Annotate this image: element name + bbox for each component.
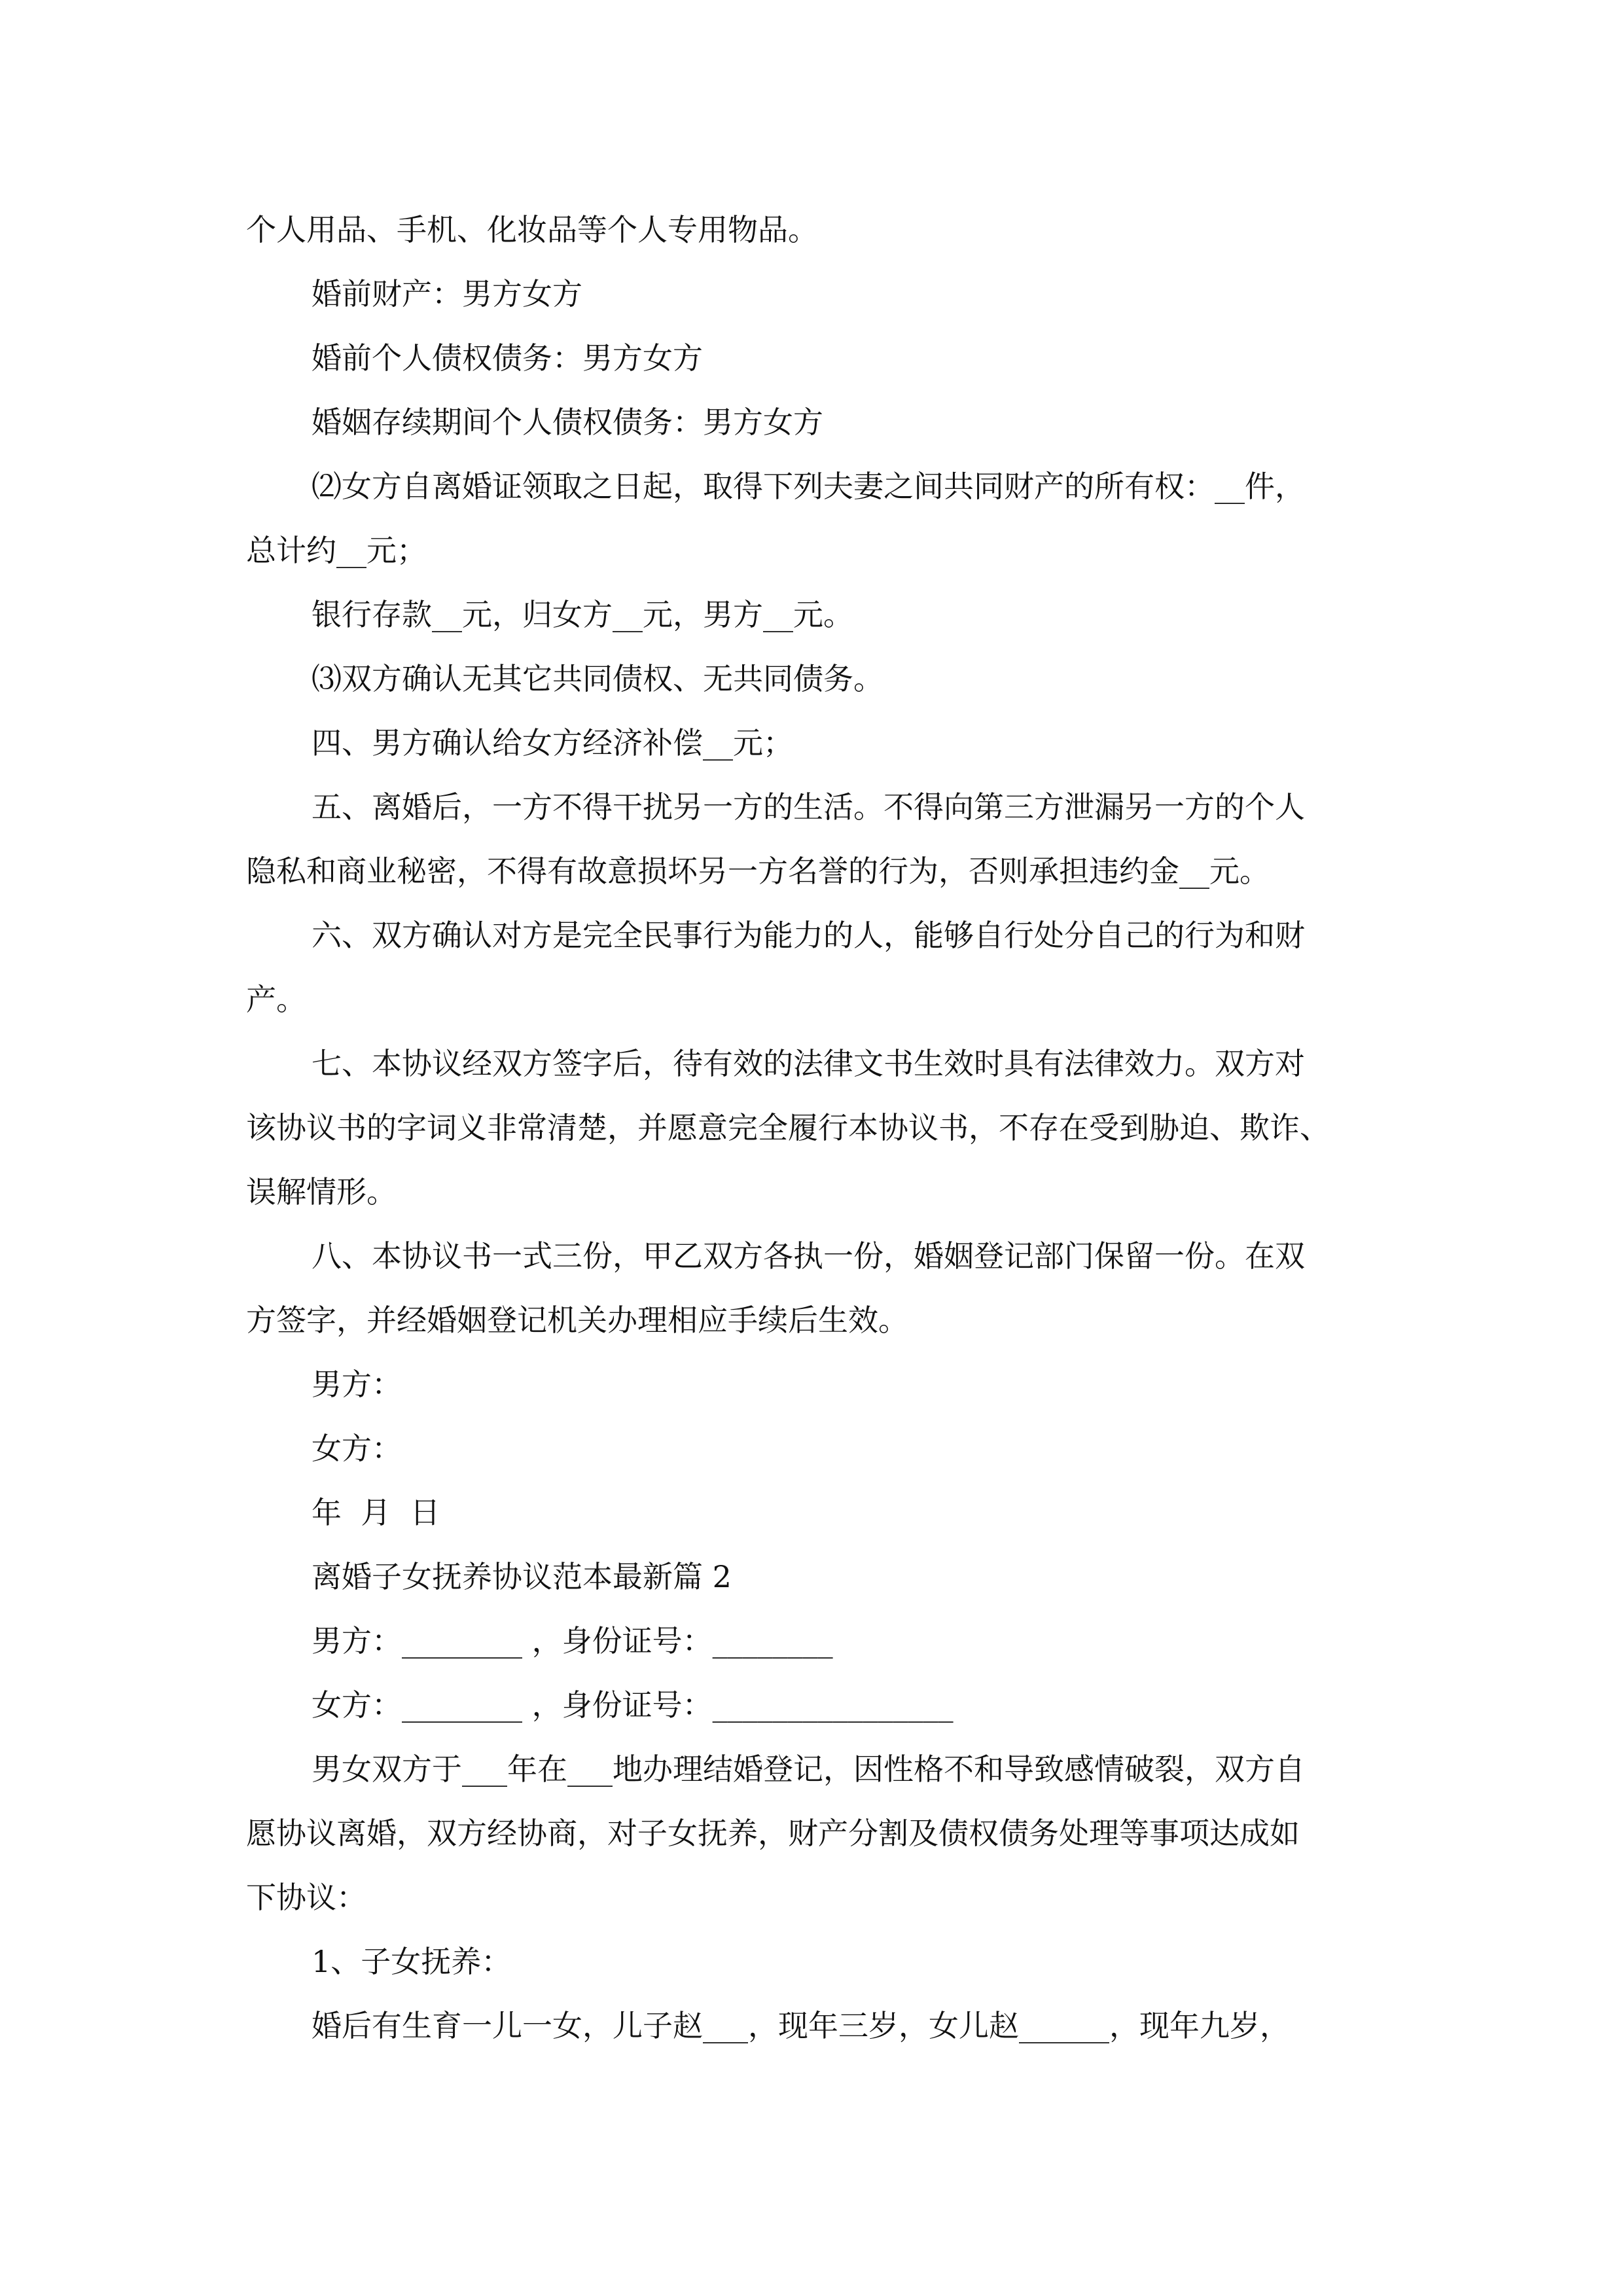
clause-heading: 1、子女抚养： (312, 1944, 512, 1979)
text-line: 婚前个人债权债务：男方女方 (312, 340, 703, 376)
text-line: 婚后有生育一儿一女，儿子赵___，现年三岁，女儿赵______，现年九岁， (312, 2008, 1290, 2043)
text-line: 个人用品、手机、化妆品等个人专用物品。 (246, 212, 818, 247)
text-line: 误解情形。 (246, 1174, 397, 1210)
text-line: 方签字，并经婚姻登记机关办理相应手续后生效。 (246, 1302, 908, 1338)
text-line: 八、本协议书一式三份，甲乙双方各执一份，婚姻登记部门保留一份。在双 (312, 1238, 1305, 1274)
signature-date: 年 月 日 (312, 1495, 440, 1530)
text-line: 下协议： (246, 1880, 366, 1915)
text-line: 男女双方于___年在___地办理结婚登记，因性格不和导致感情破裂，双方自 (312, 1751, 1305, 1787)
text-line: 婚姻存续期间个人债权债务：男方女方 (312, 404, 823, 440)
text-line: 总计约__元； (246, 533, 427, 568)
husband-id-line: 男方：________ ，身份证号：________ (312, 1623, 833, 1659)
section-title: 离婚子女抚养协议范本最新篇 2 (312, 1559, 732, 1594)
wife-id-line: 女方：________ ，身份证号：________________ (312, 1687, 954, 1723)
text-line: 银行存款__元，归女方__元，男方__元。 (312, 597, 853, 632)
text-line: 愿协议离婚，双方经协商，对子女抚养，财产分割及债权债务处理等事项达成如 (246, 1816, 1300, 1851)
text-line: 婚前财产：男方女方 (312, 276, 582, 312)
text-line: ⑵女方自离婚证领取之日起，取得下列夫妻之间共同财产的所有权：__件， (312, 469, 1305, 504)
text-line: 七、本协议经双方签字后，待有效的法律文书生效时具有法律效力。双方对 (312, 1046, 1305, 1081)
document-body (246, 198, 1398, 2058)
text-line: 四、男方确认给女方经济补偿__元； (312, 725, 793, 761)
text-line: 五、离婚后，一方不得干扰另一方的生活。不得向第三方泄漏另一方的个人 (312, 789, 1305, 825)
text-line: 六、双方确认对方是完全民事行为能力的人，能够自行处分自己的行为和财 (312, 918, 1305, 953)
signature-wife: 女方： (312, 1431, 402, 1466)
text-line: ⑶双方确认无其它共同债权、无共同债务。 (312, 661, 883, 696)
text-line: 该协议书的字词义非常清楚，并愿意完全履行本协议书，不存在受到胁迫、欺诈、 (246, 1110, 1330, 1145)
text-line: 隐私和商业秘密，不得有故意损坏另一方名誉的行为，否则承担违约金__元。 (246, 853, 1270, 889)
text-line: 产。 (246, 982, 306, 1017)
signature-husband: 男方： (312, 1367, 402, 1402)
